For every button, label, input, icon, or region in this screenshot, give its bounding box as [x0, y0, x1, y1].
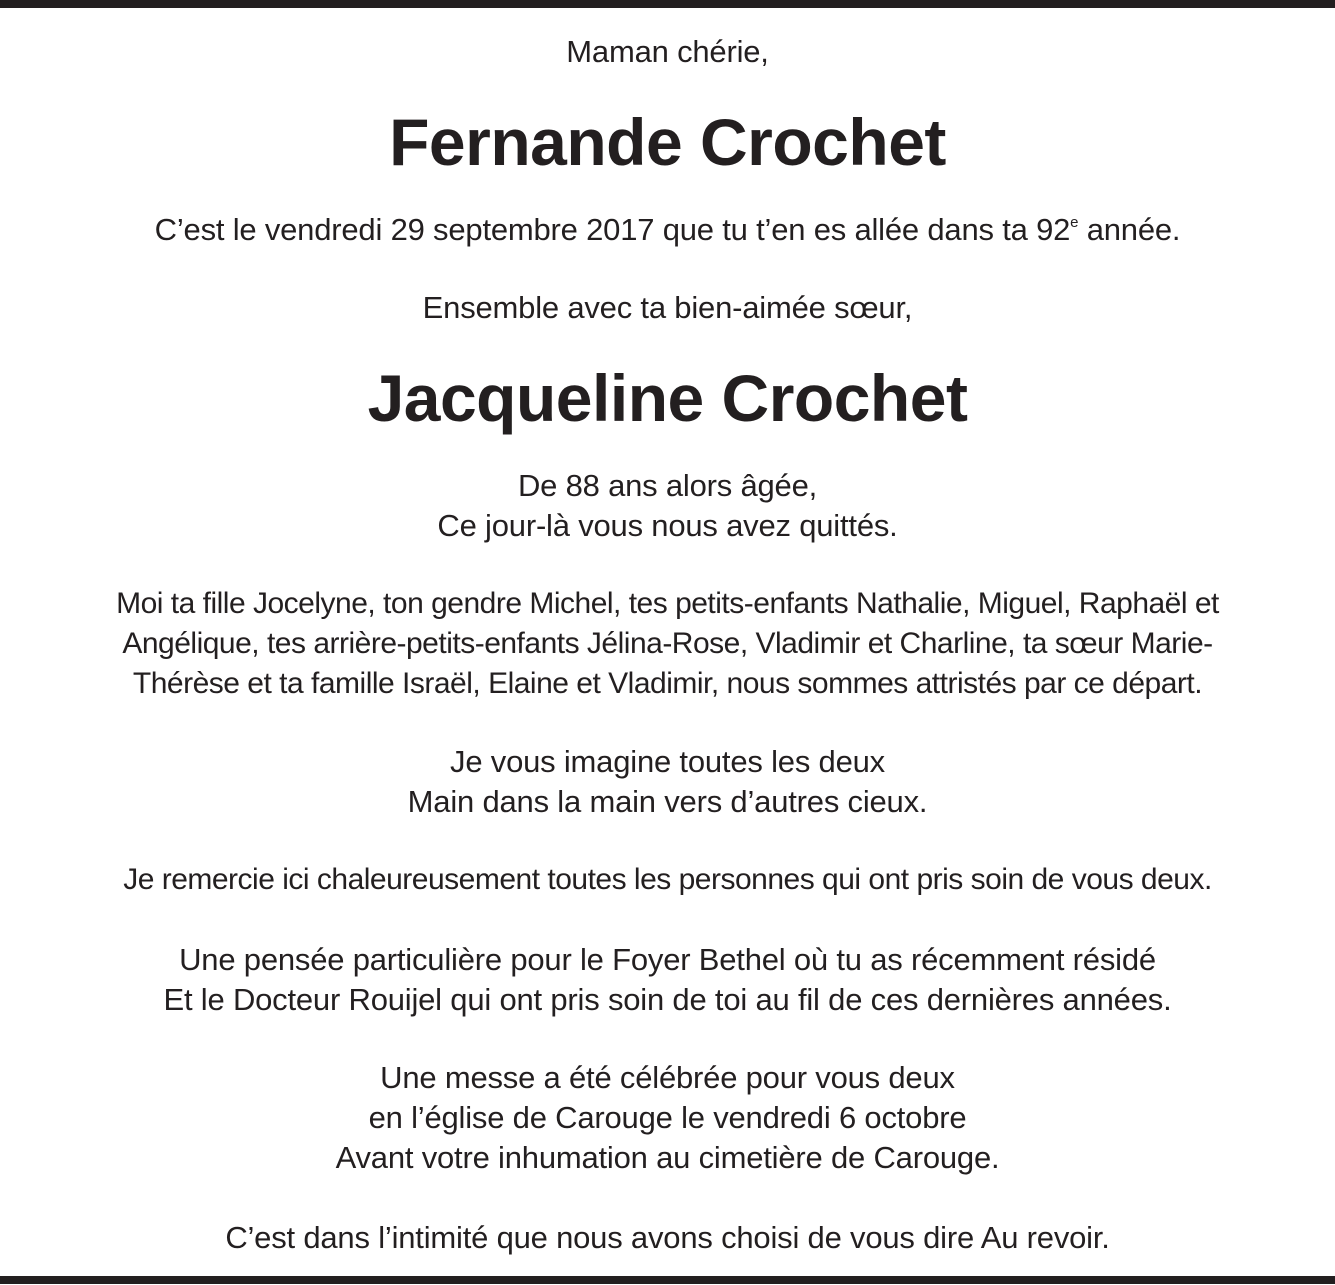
top-border-rule [0, 0, 1335, 8]
mass-line-3: Avant votre inhumation au cimetière de Carouge. [335, 1140, 1000, 1175]
salutation: Maman chérie, [566, 34, 769, 69]
mass-line-1: Une messe a été célébrée pour vous deux [380, 1060, 955, 1095]
special-thanks-line-1: Une pensée particulière pour le Foyer Bethel où tu as récemment résidé [179, 942, 1156, 977]
deceased-name-jacqueline: Jacqueline Crochet [367, 361, 968, 435]
family-line-3: Thérèse et ta famille Israël, Elaine et Vladimir, nous sommes attristés par ce départ. [132, 667, 1203, 700]
ordinal-superscript: e [1070, 214, 1079, 231]
poem-line-2: Main dans la main vers d’autres cieux. [407, 784, 928, 819]
thanks-line: Je remercie ici chaleureusement toutes les personnes qui ont pris soin de vous deux. [123, 863, 1212, 896]
family-line-1: Moi ta fille Jocelyne, ton gendre Michel, tes petits-enfants Nathalie, Miguel, Raphaël et [116, 587, 1219, 620]
special-thanks-line-2: Et le Docteur Rouijel qui ont pris soin de toi au fil de ces dernières années. [163, 982, 1172, 1017]
death-date-text-end: année. [1078, 212, 1181, 247]
bottom-border-rule [0, 1276, 1335, 1284]
closing-line: C’est dans l’intimité que nous avons choisi de vous dire Au revoir. [225, 1220, 1110, 1255]
deceased-name-fernande: Fernande Crochet [389, 105, 946, 179]
mass-line-2: en l’église de Carouge le vendredi 6 octobre [368, 1100, 967, 1135]
death-date-line [0, 210, 1335, 250]
age-line-2: Ce jour-là vous nous avez quittés. [437, 508, 898, 543]
age-line-1: De 88 ans alors âgée, [517, 468, 818, 503]
poem-line-1: Je vous imagine toutes les deux [450, 744, 885, 779]
death-date-text: C’est le vendredi 29 septembre 2017 que tu t’en es allée dans ta 92 [154, 212, 1071, 247]
together-line: Ensemble avec ta bien-aimée sœur, [422, 290, 913, 325]
family-line-2: Angélique, tes arrière-petits-enfants Jélina-Rose, Vladimir et Charline, ta sœur Marie- [122, 627, 1213, 660]
